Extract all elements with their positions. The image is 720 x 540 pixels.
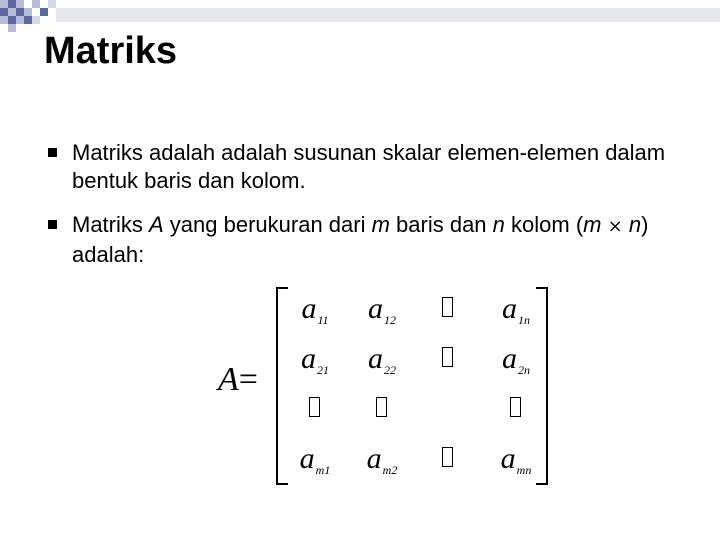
element-base: a — [301, 292, 317, 325]
bullet2-text-part: Matriks — [72, 212, 149, 237]
element-base: a — [366, 442, 382, 475]
bullet2-text-part: yang berukuran dari — [163, 212, 372, 237]
element-subscript: 2n — [518, 363, 530, 377]
element-base: a — [368, 292, 383, 325]
matrix-element — [285, 442, 345, 487]
matrix-element — [285, 292, 345, 337]
matrix-element — [486, 292, 546, 337]
bullet2-text-part: baris dan — [389, 212, 493, 237]
element-base: a — [502, 342, 517, 375]
element-subscript: 22 — [384, 363, 396, 377]
element-base: a — [301, 342, 316, 375]
element-subscript: m2 — [382, 463, 398, 477]
bullet2-text-part: ) adalah: — [72, 212, 649, 267]
matrix-element — [352, 292, 412, 337]
element-base: a — [502, 292, 517, 325]
matrix-lhs — [218, 360, 258, 400]
matrix-element — [285, 342, 345, 387]
element-subscript: m1 — [315, 463, 331, 477]
bullet2-n2: n — [628, 212, 642, 237]
bullet2-m: m — [371, 212, 390, 237]
equals-sign: = — [238, 361, 258, 398]
element-base: a — [299, 442, 315, 475]
bullet2-m2: m — [583, 212, 602, 237]
element-subscript: mn — [516, 463, 532, 477]
ellipsis-placeholder-box — [376, 397, 387, 417]
element-subscript: 21 — [317, 363, 329, 377]
slide-title: Matriks — [44, 30, 178, 72]
matrix-element — [486, 342, 546, 387]
element-base: a — [500, 442, 516, 475]
ellipsis-placeholder-box — [510, 397, 521, 417]
bullet-text-1: Matriks adalah adalah susunan skalar elemen-elemen dalam bentuk baris dan kolom. — [72, 140, 666, 193]
element-subscript: 11 — [317, 313, 329, 327]
element-base: a — [368, 342, 383, 375]
ellipsis-placeholder-box — [442, 347, 453, 367]
matrix-element — [352, 342, 412, 387]
matrix-element — [486, 442, 546, 487]
element-subscript: 1n — [518, 313, 530, 327]
ellipsis-placeholder-box — [442, 447, 453, 467]
times-symbol: × — [607, 216, 623, 237]
element-subscript: 12 — [384, 313, 396, 327]
matrix-name: A — [218, 361, 239, 398]
bullet2-matrix-a: A — [149, 212, 164, 237]
bullet2-text-part: kolom ( — [504, 212, 584, 237]
bullet2-n: n — [492, 212, 505, 237]
matrix-element — [352, 442, 412, 487]
ellipsis-placeholder-box — [442, 297, 453, 317]
ellipsis-placeholder-box — [309, 397, 320, 417]
